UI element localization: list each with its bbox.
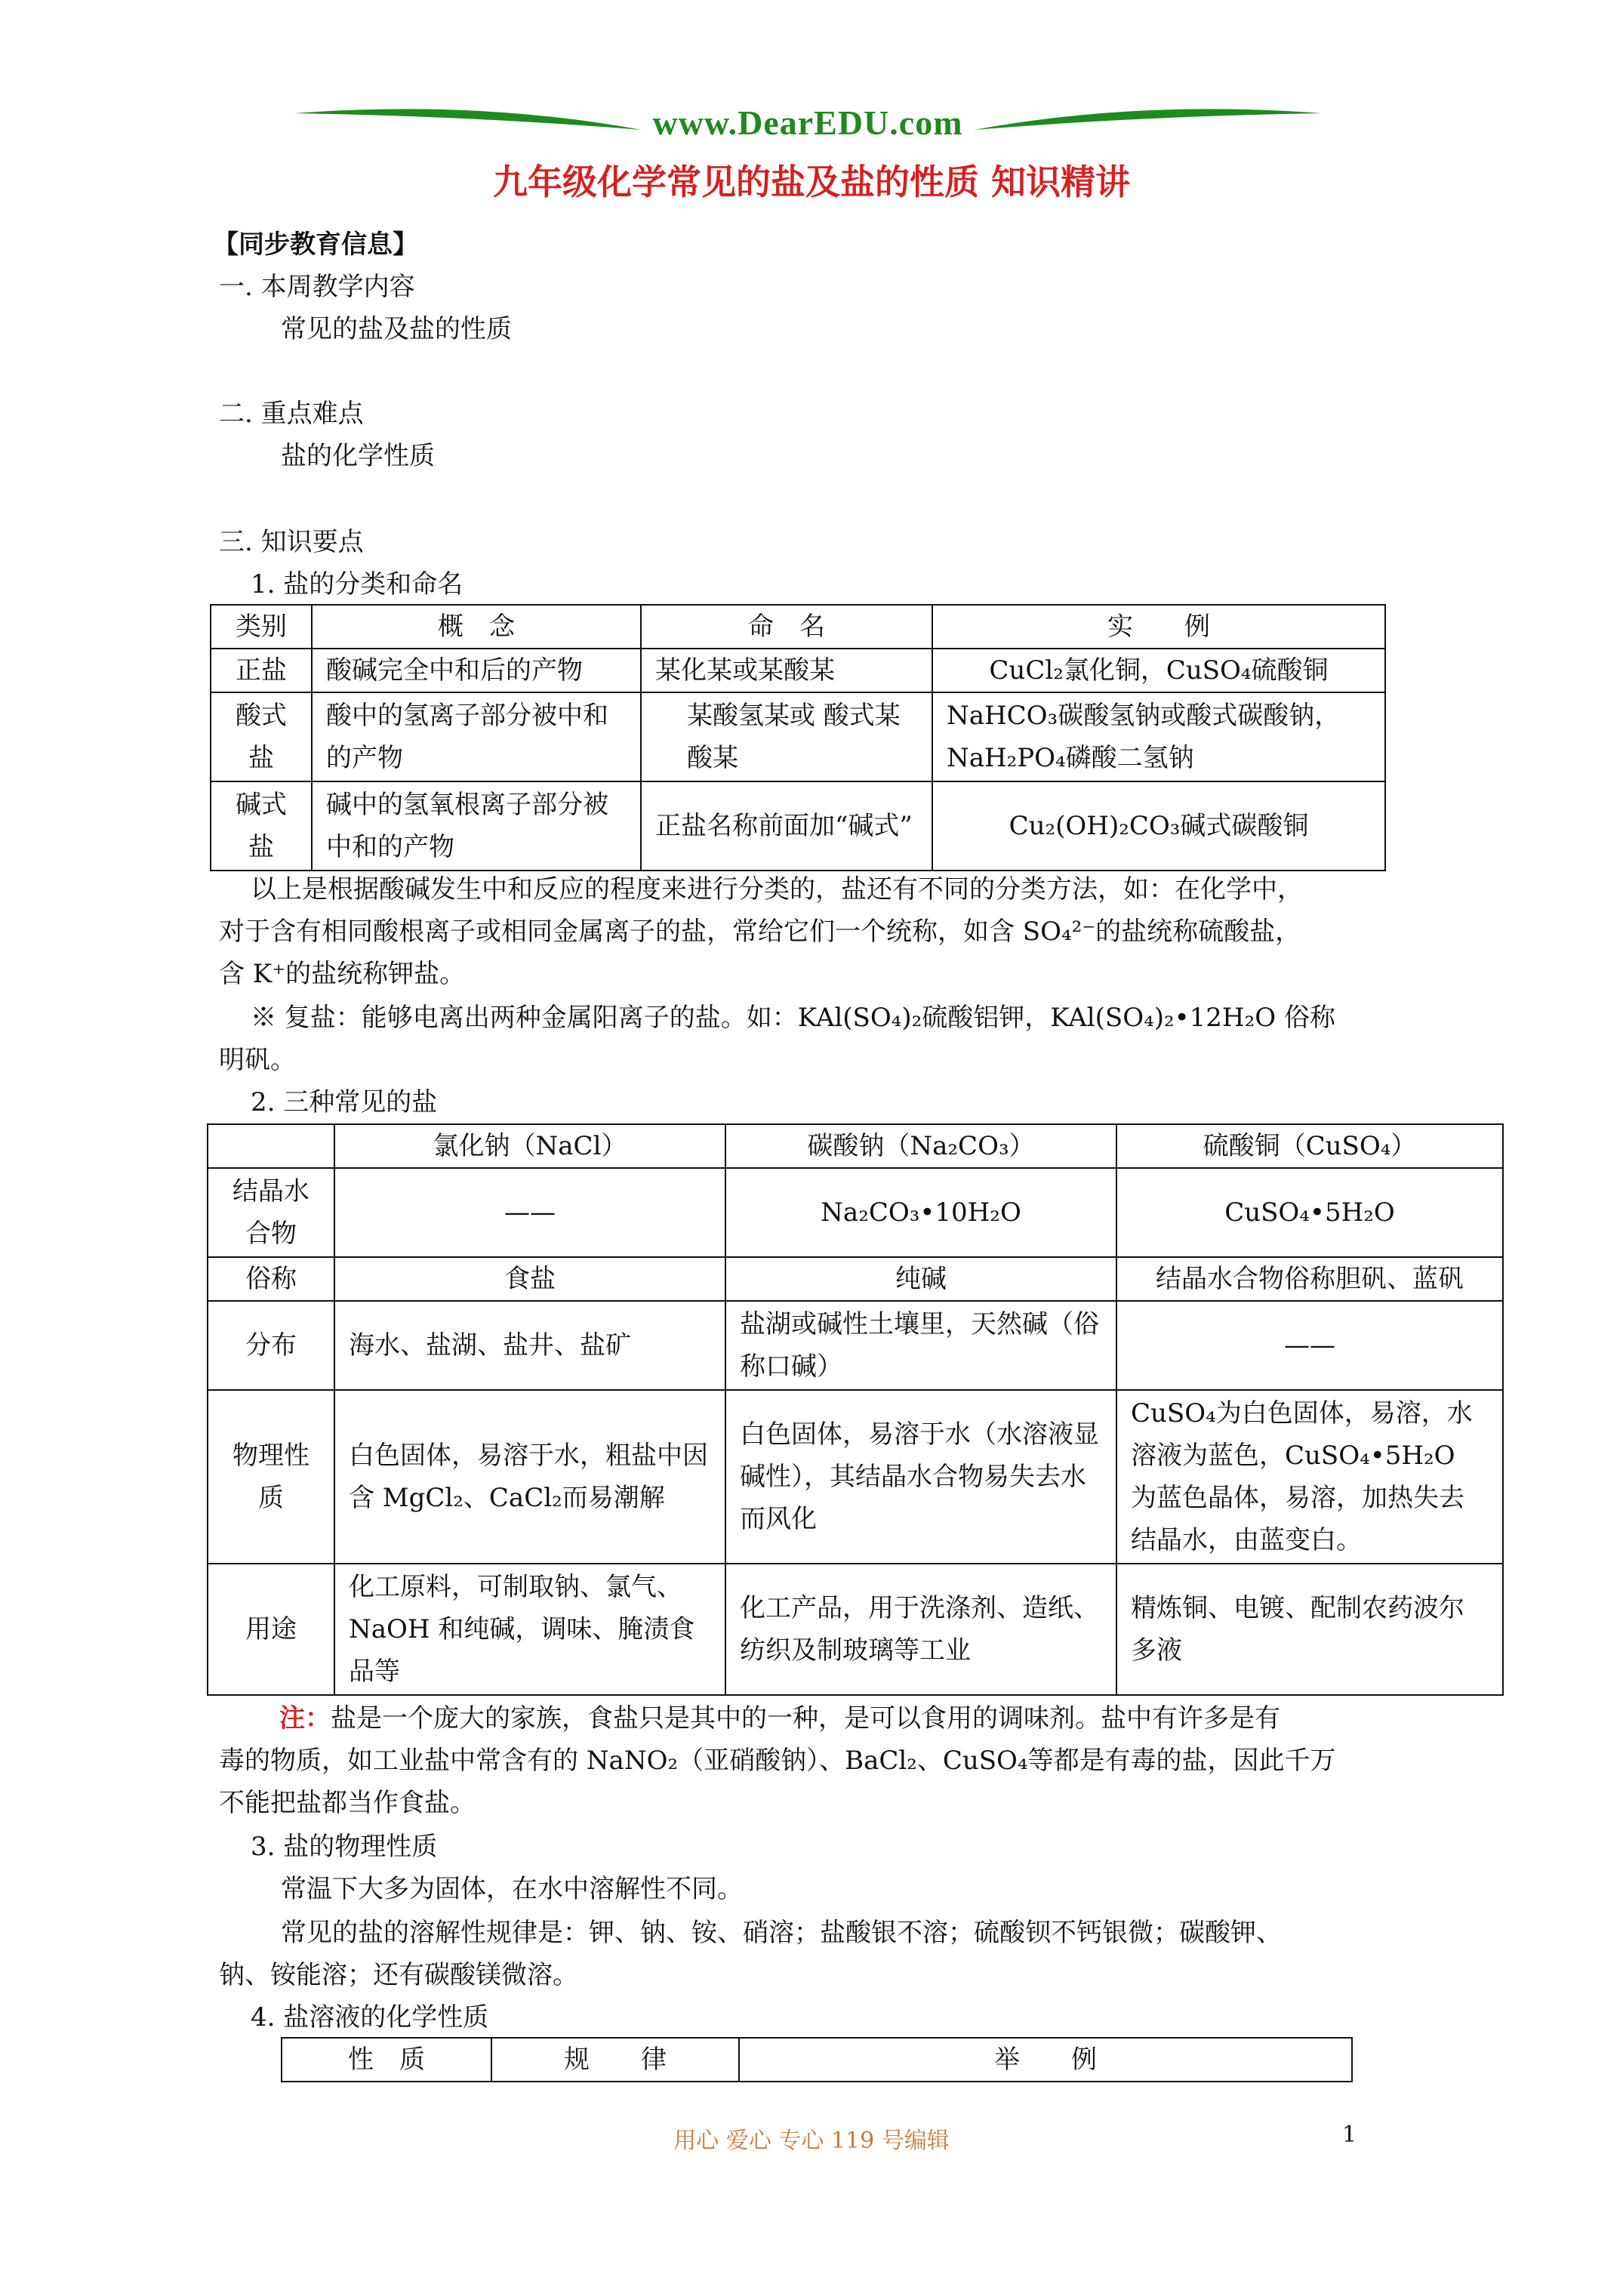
t2-nacl: 白色固体，易溶于水，粗盐中因含 MgCl₂、CaCl₂而易潮解 — [334, 1390, 725, 1564]
t2-cuso4: CuSO₄为白色固体，易溶，水溶液为蓝色，CuSO₄•5H₂O 为蓝色晶体，易溶，加热失去结晶水，由蓝变白。 — [1116, 1390, 1503, 1564]
t2-nacl: 海水、盐湖、盐井、盐矿 — [334, 1301, 725, 1390]
t2-na2co3: 白色固体，易溶于水（水溶液显碱性），其结晶水合物易失去水而风化 — [725, 1390, 1116, 1564]
t1-naming: 正盐名称前面加“碱式” — [641, 781, 932, 871]
note-label: 注： — [279, 1703, 331, 1734]
para2-line2: 明矾。 — [219, 1045, 296, 1075]
t1-header-concept: 概 念 — [312, 605, 641, 649]
t1-naming: 某化某或某酸某 — [641, 649, 932, 692]
t1-cat: 碱式盐 — [211, 781, 312, 871]
table-row — [211, 649, 1385, 692]
heading-3: 三. 知识要点 — [219, 527, 364, 557]
t2-na2co3: 化工产品，用于洗涤剂、造纸、纺织及制玻璃等工业 — [725, 1564, 1116, 1695]
t1-concept: 酸中的氢离子部分被中和的产物 — [312, 692, 641, 781]
t1-example: CuCl₂氯化铜，CuSO₄硫酸铜 — [932, 649, 1385, 692]
t3-header-property: 性 质 — [282, 2038, 491, 2082]
t1-cat: 正盐 — [211, 649, 312, 692]
t2-label: 俗称 — [208, 1257, 334, 1301]
table-row — [208, 1564, 1503, 1695]
table-row — [211, 781, 1385, 871]
t1-cat: 酸式盐 — [211, 692, 312, 781]
common-salts-table — [207, 1123, 1504, 1696]
t2-cuso4: —— — [1116, 1301, 1503, 1390]
page-title: 九年级化学常见的盐及盐的性质 知识精讲 — [492, 162, 1130, 202]
t3-header-example: 举 例 — [739, 2038, 1352, 2082]
page-number: 1 — [1342, 2122, 1357, 2148]
heading-3-3: 3. 盐的物理性质 — [251, 1832, 438, 1862]
t2-nacl: 化工原料，可制取钠、氯气、NaOH 和纯碱，调味、腌渍食品等 — [334, 1564, 725, 1695]
heading-2-body: 盐的化学性质 — [281, 441, 435, 471]
t2-label: 物理性质 — [208, 1390, 334, 1564]
note-line2: 毒的物质，如工业盐中常含有的 NaNO₂（亚硝酸钠）、BaCl₂、CuSO₄等都是有毒的盐，因此千万 — [219, 1746, 1336, 1776]
t2-header-nacl: 氯化钠（NaCl） — [334, 1124, 725, 1168]
heading-2: 二. 重点难点 — [219, 399, 364, 429]
t1-example: Cu₂(OH)₂CO₃碱式碳酸铜 — [932, 781, 1385, 871]
section-tag: 【同步教育信息】 — [213, 230, 418, 260]
para1-line1: 以上是根据酸碱发生中和反应的程度来进行分类的，盐还有不同的分类方法，如：在化学中， — [251, 874, 1303, 905]
table-row — [208, 1168, 1503, 1257]
t2-header-empty — [208, 1124, 334, 1168]
t1-header-example: 实 例 — [932, 605, 1385, 649]
t2-label: 用途 — [208, 1564, 334, 1695]
t1-example: NaHCO₃碳酸氢钠或酸式碳酸钠，NaH₂PO₄磷酸二氢钠 — [932, 692, 1385, 781]
note-line3: 不能把盐都当作食盐。 — [219, 1788, 476, 1818]
t1-header-cat: 类别 — [211, 605, 312, 649]
note-line1 — [279, 1697, 1280, 1740]
t3-header-rule: 规 律 — [491, 2038, 739, 2082]
t2-na2co3: 纯碱 — [725, 1257, 1116, 1301]
t2-header-na2co3: 碳酸钠（Na₂CO₃） — [725, 1124, 1116, 1168]
chem-properties-table — [281, 2037, 1353, 2082]
heading-3-1: 1. 盐的分类和命名 — [251, 569, 463, 599]
note-text1: 盐是一个庞大的家族，食盐只是其中的一种，是可以食用的调味剂。盐中有许多是有 — [331, 1703, 1280, 1734]
t1-concept: 酸碱完全中和后的产物 — [312, 649, 641, 692]
table-row — [208, 1390, 1503, 1564]
t1-header-naming: 命 名 — [641, 605, 932, 649]
site-url[interactable]: www.DearEDU.com — [652, 103, 963, 142]
heading-3-2: 2. 三种常见的盐 — [251, 1087, 438, 1117]
footer-text: 用心 爱心 专心 119 号编辑 — [673, 2128, 950, 2154]
t2-label: 结晶水合物 — [208, 1168, 334, 1257]
table-row — [208, 1301, 1503, 1390]
t2-cuso4: CuSO₄•5H₂O — [1116, 1168, 1503, 1257]
t2-na2co3: 盐湖或碱性土壤里，天然碱（俗称口碱） — [725, 1301, 1116, 1390]
table-row — [211, 692, 1385, 781]
t2-label: 分布 — [208, 1301, 334, 1390]
site-banner — [287, 97, 1329, 157]
t2-cuso4: 精炼铜、电镀、配制农药波尔多液 — [1116, 1564, 1503, 1695]
table-row — [208, 1257, 1503, 1301]
t2-na2co3: Na₂CO₃•10H₂O — [725, 1168, 1116, 1257]
heading-1-body: 常见的盐及盐的性质 — [281, 314, 512, 344]
t2-nacl: 食盐 — [334, 1257, 725, 1301]
t2-header-cuso4: 硫酸铜（CuSO₄） — [1116, 1124, 1503, 1168]
heading-3-4: 4. 盐溶液的化学性质 — [251, 2002, 489, 2032]
t2-cuso4: 结晶水合物俗称胆矾、蓝矾 — [1116, 1257, 1503, 1301]
para2-line1: ※ 复盐：能够电离出两种金属阳离子的盐。如：KAl(SO₄)₂硫酸铝钾，KAl(SO₄)₂•12H₂O 俗称 — [251, 1003, 1335, 1033]
salt-classification-table — [210, 604, 1386, 871]
phys-line2: 常见的盐的溶解性规律是：钾、钠、铵、硝溶；盐酸银不溶；硫酸钡不钙银微；碳酸钾、 — [281, 1918, 1282, 1948]
phys-line3: 钠、铵能溶；还有碳酸镁微溶。 — [219, 1960, 578, 1990]
t2-nacl: —— — [334, 1168, 725, 1257]
heading-1: 一. 本周教学内容 — [219, 272, 415, 302]
para1-line2: 对于含有相同酸根离子或相同金属离子的盐，常给它们一个统称，如含 SO₄²⁻的盐统称硫酸盐， — [219, 917, 1301, 947]
para1-line3: 含 K⁺的盐统称钾盐。 — [219, 959, 466, 989]
phys-line1: 常温下大多为固体，在水中溶解性不同。 — [281, 1874, 743, 1904]
t1-naming: 某酸氢某或 酸式某酸某 — [641, 692, 932, 781]
t1-concept: 碱中的氢氧根离子部分被中和的产物 — [312, 781, 641, 871]
